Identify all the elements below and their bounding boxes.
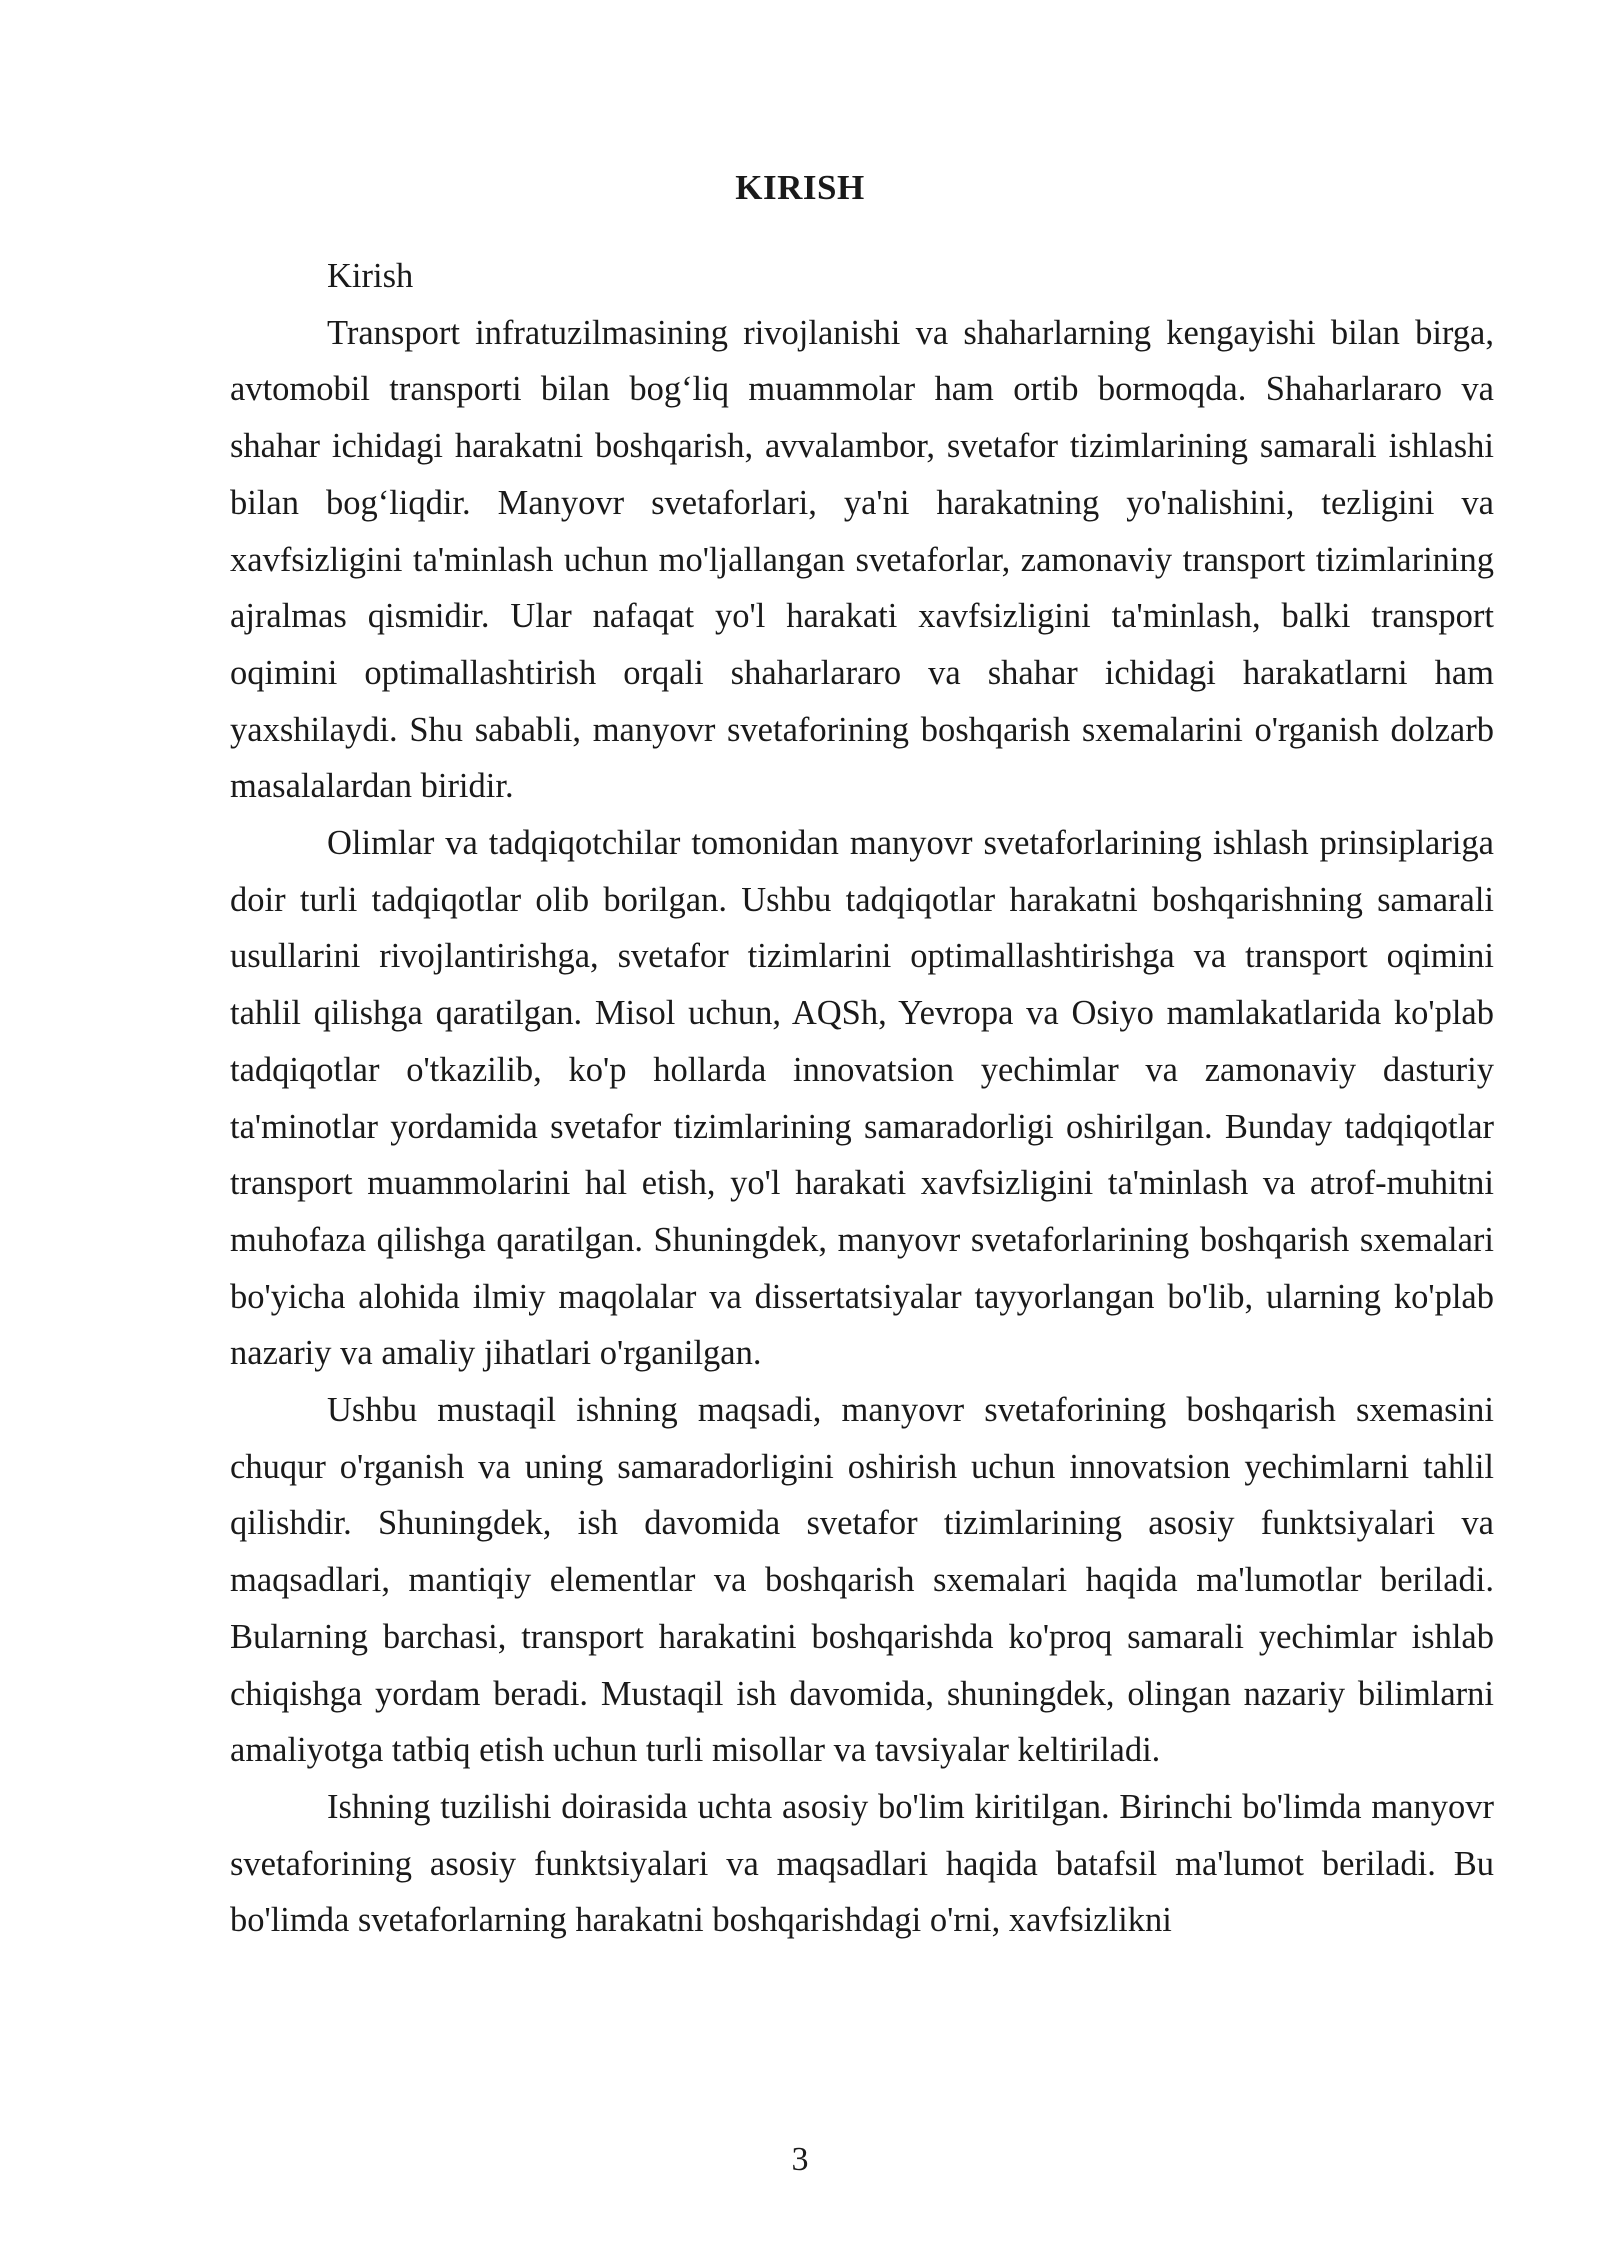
page-number: 3 (791, 2141, 809, 2178)
paragraph: Transport infratuzilmasining rivojlanishi va shaharlarning kengayishi bilan birga, avtomobil transporti bilan bog‘liq muammolar ham ortib bormoqda. Shaharlararo va shahar ichidagi harakatni boshqarish, avvalambor, svetafor tizimlarining samarali ishlashi bilan bog‘liqdir. Manyovr svetaforlari, ya'ni harakatning yo'nalishini, tezligini va xavfsizligini ta'minlash uchun mo'ljallangan svetaforlar, zamonaviy transport tizimlarining ajralmas qismidir. Ular nafaqat yo'l harakati xavfsizligini ta'minlash, balki transport oqimini optimallashtirish orqali shaharlararo va shahar ichidagi harakatlarni ham yaxshilaydi. Shu sababli, manyovr svetaforining boshqarish sxemalarini o'rganish dolzarb masalalardan biridir. (230, 313, 1494, 806)
paragraph: Ushbu mustaqil ishning maqsadi, manyovr svetaforining boshqarish sxemasini chuqur o'rganish va uning samaradorligini oshirish uchun innovatsion yechimlarni tahlil qilishdir. Shuningdek, ish davomida svetafor tizimlarining asosiy funktsiyalari va maqsadlari, mantiqiy elementlar va boshqarish sxemalari haqida ma'lumotlar beriladi. Bularning barchasi, transport harakatini boshqarishda ko'proq samarali yechimlar ishlab chiqishga yordam beradi. Mustaqil ish davomida, shuningdek, olingan nazariy bilimlarni amaliyotga tatbiq etish uchun turli misollar va tavsiyalar keltiriladi. (230, 1391, 1494, 1770)
page-title: KIRISH (735, 168, 865, 207)
body-text (230, 248, 1494, 1949)
paragraph-subtitle: Kirish (327, 257, 414, 295)
paragraph: Ishning tuzilishi doirasida uchta asosiy bo'lim kiritilgan. Birinchi bo'limda manyovr svetaforining asosiy funktsiyalari va maqsadlari haqida batafsil ma'lumot beriladi. Bu bo'limda svetaforlarning harakatni boshqarishdagi o'rni, xavfsizlikni (230, 1787, 1494, 1940)
paragraph: Olimlar va tadqiqotchilar tomonidan manyovr svetaforlarining ishlash prinsiplariga doir turli tadqiqotlar olib borilgan. Ushbu tadqiqotlar harakatni boshqarishning samarali usullarini rivojlantirishga, svetafor tizimlarini optimallashtirishga va transport oqimini tahlil qilishga qaratilgan. Misol uchun, AQSh, Yevropa va Osiyo mamlakatlarida ko'plab tadqiqotlar o'tkazilib, ko'p hollarda innovatsion yechimlar va zamonaviy dasturiy ta'minotlar yordamida svetafor tizimlarining samaradorligi oshirilgan. Bunday tadqiqotlar transport muammolarini hal etish, yo'l harakati xavfsizligini ta'minlash va atrof-muhitni muhofaza qilishga qaratilgan. Shuningdek, manyovr svetaforlarining boshqarish sxemalari bo'yicha alohida ilmiy maqolalar va dissertatsiyalar tayyorlangan bo'lib, ularning ko'plab nazariy va amaliy jihatlari o'rganilgan. (230, 824, 1494, 1373)
